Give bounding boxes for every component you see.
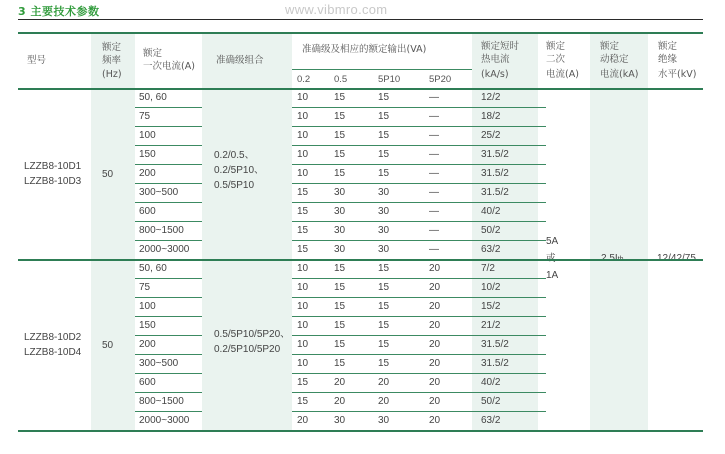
table-cell-current: 300~500 — [139, 358, 179, 369]
table-cell-c5p20: — — [429, 168, 439, 179]
header-rated-output: 准确级及相应的额定输出(VA) — [302, 44, 427, 55]
table-cell-current: 800~1500 — [139, 396, 184, 407]
header-thermal-2: 热电流 — [481, 54, 510, 65]
table-cell-c5p20: — — [429, 149, 439, 160]
table-cell-thermal: 15/2 — [481, 301, 501, 312]
table-cell-c02: 15 — [297, 244, 309, 255]
table-cell-c05: 15 — [334, 263, 346, 274]
table-cell-c05: 15 — [334, 130, 346, 141]
section-title: 3 主要技术参数 — [18, 5, 100, 18]
table-cell-c05: 15 — [334, 320, 346, 331]
model-name: LZZB8-10D4 — [24, 346, 82, 358]
header-primary-current-1: 额定 — [143, 48, 163, 59]
table-cell-c5p10: 15 — [378, 320, 390, 331]
table-cell-c5p20: 20 — [429, 339, 441, 350]
row-rule — [292, 183, 546, 184]
table-cell-thermal: 31.5/2 — [481, 149, 509, 160]
table-cell-c5p20: 20 — [429, 282, 441, 293]
row-rule — [292, 392, 546, 393]
model-name: LZZB8-10D3 — [24, 175, 82, 187]
row-rule — [292, 335, 546, 336]
table-cell-c5p10: 15 — [378, 92, 390, 103]
table-cell-thermal: 12/2 — [481, 92, 501, 103]
header-thermal-1: 额定短时 — [481, 41, 520, 52]
table-cell-current: 75 — [139, 282, 151, 293]
row-rule — [135, 107, 202, 108]
table-cell-c5p20: 20 — [429, 320, 441, 331]
header-secondary-2: 二次 — [546, 54, 566, 65]
table-cell-c05: 15 — [334, 92, 346, 103]
title-rule — [18, 19, 703, 20]
table-cell-c5p20: 20 — [429, 377, 441, 388]
row-rule — [135, 297, 202, 298]
table-cell-c05: 20 — [334, 377, 346, 388]
row-rule — [292, 202, 546, 203]
header-dynamic-2: 动稳定 — [600, 54, 629, 65]
table-cell-c5p10: 15 — [378, 263, 390, 274]
table-cell-c5p10: 30 — [378, 206, 390, 217]
table-top-rule — [18, 32, 703, 34]
table-cell-c05: 15 — [334, 149, 346, 160]
model-name: LZZB8-10D2 — [24, 331, 82, 343]
row-rule — [135, 183, 202, 184]
table-cell-current: 100 — [139, 130, 156, 141]
frequency-value: 50 — [102, 168, 114, 180]
table-cell-thermal: 63/2 — [481, 415, 501, 426]
header-frequency-1: 额定 — [102, 42, 122, 53]
table-cell-current: 200 — [139, 339, 156, 350]
table-cell-c02: 15 — [297, 225, 309, 236]
table-cell-thermal: 40/2 — [481, 206, 501, 217]
table-cell-c5p20: — — [429, 111, 439, 122]
row-rule — [135, 392, 202, 393]
table-cell-current: 200 — [139, 168, 156, 179]
table-cell-c5p20: 20 — [429, 415, 441, 426]
table-cell-c02: 10 — [297, 149, 309, 160]
table-cell-current: 100 — [139, 301, 156, 312]
table-cell-c5p10: 30 — [378, 187, 390, 198]
table-cell-thermal: 31.5/2 — [481, 339, 509, 350]
row-rule — [292, 278, 546, 279]
table-cell-c5p10: 15 — [378, 282, 390, 293]
table-cell-c02: 10 — [297, 282, 309, 293]
table-cell-thermal: 31.5/2 — [481, 358, 509, 369]
table-cell-thermal: 50/2 — [481, 396, 501, 407]
row-rule — [135, 221, 202, 222]
row-rule — [292, 297, 546, 298]
accuracy-combo-line: 0.2/5P10、 — [214, 165, 265, 176]
table-cell-c5p20: 20 — [429, 263, 441, 274]
header-frequency-3: (Hz) — [102, 69, 122, 80]
row-rule — [135, 373, 202, 374]
row-rule — [135, 240, 202, 241]
header-class-0-2: 0.2 — [297, 74, 311, 85]
table-cell-c02: 15 — [297, 396, 309, 407]
table-cell-c05: 15 — [334, 168, 346, 179]
watermark: www.vibmro.com — [285, 2, 388, 17]
table-cell-current: 150 — [139, 149, 156, 160]
row-rule — [292, 411, 546, 412]
table-cell-c5p10: 30 — [378, 415, 390, 426]
shade-dynamic-col — [590, 32, 648, 430]
table-cell-c5p10: 15 — [378, 358, 390, 369]
table-cell-current: 800~1500 — [139, 225, 184, 236]
table-cell-c02: 15 — [297, 187, 309, 198]
table-cell-c5p10: 15 — [378, 339, 390, 350]
group-bottom-rule — [18, 430, 703, 432]
table-cell-c5p10: 30 — [378, 225, 390, 236]
header-secondary-3: 电流(A) — [546, 69, 579, 80]
group-bottom-rule — [18, 259, 703, 261]
table-cell-c05: 15 — [334, 358, 346, 369]
table-cell-thermal: 25/2 — [481, 130, 501, 141]
accuracy-combo-line: 0.2/5P10/5P20 — [214, 343, 281, 355]
header-primary-current-2: 一次电流(A) — [143, 61, 195, 72]
table-cell-c02: 20 — [297, 415, 309, 426]
table-cell-c02: 10 — [297, 92, 309, 103]
table-cell-current: 50, 60 — [139, 92, 167, 103]
table-cell-c5p20: 20 — [429, 358, 441, 369]
header-frequency-2: 频率 — [102, 55, 122, 66]
table-cell-c05: 30 — [334, 187, 346, 198]
table-cell-c5p10: 20 — [378, 396, 390, 407]
table-cell-c5p20: — — [429, 187, 439, 198]
row-rule — [292, 126, 546, 127]
table-cell-c05: 30 — [334, 415, 346, 426]
header-secondary-1: 额定 — [546, 41, 566, 52]
table-cell-c5p10: 15 — [378, 168, 390, 179]
frequency-value: 50 — [102, 339, 114, 351]
table-cell-thermal: 10/2 — [481, 282, 501, 293]
row-rule — [135, 145, 202, 146]
table-cell-c5p10: 15 — [378, 130, 390, 141]
table-cell-c5p10: 20 — [378, 377, 390, 388]
table-cell-c02: 10 — [297, 130, 309, 141]
table-cell-c5p20: — — [429, 130, 439, 141]
table-cell-c5p20: — — [429, 225, 439, 236]
table-cell-c02: 10 — [297, 263, 309, 274]
row-rule — [135, 126, 202, 127]
table-cell-c05: 15 — [334, 282, 346, 293]
header-dynamic-3: 电流(kA) — [600, 69, 639, 80]
header-model: 型号 — [27, 55, 47, 66]
table-cell-c05: 30 — [334, 244, 346, 255]
row-rule — [292, 373, 546, 374]
table-cell-current: 300~500 — [139, 187, 179, 198]
table-cell-c5p20: — — [429, 92, 439, 103]
table-cell-thermal: 7/2 — [481, 263, 495, 274]
row-rule — [135, 354, 202, 355]
table-cell-c05: 15 — [334, 301, 346, 312]
header-class-0-5: 0.5 — [334, 74, 348, 85]
header-accuracy-combo: 准确级组合 — [216, 55, 264, 66]
accuracy-combo-line: 0.5/5P10 — [214, 180, 255, 191]
row-rule — [135, 202, 202, 203]
row-rule — [135, 335, 202, 336]
table-cell-current: 2000~3000 — [139, 244, 190, 255]
row-rule — [292, 240, 546, 241]
row-rule — [292, 221, 546, 222]
spec-table — [18, 32, 703, 430]
table-cell-thermal: 50/2 — [481, 225, 501, 236]
table-cell-c5p10: 15 — [378, 301, 390, 312]
table-cell-c05: 15 — [334, 339, 346, 350]
header-insulation-2: 绝缘 — [658, 54, 678, 65]
table-cell-current: 50, 60 — [139, 263, 167, 274]
row-rule — [135, 316, 202, 317]
table-cell-current: 600 — [139, 206, 156, 217]
table-cell-c05: 30 — [334, 225, 346, 236]
output-subheader-rule — [292, 69, 472, 70]
header-insulation-3: 水平(kV) — [658, 69, 697, 80]
accuracy-combo-line: 0.2/0.5、 — [214, 150, 255, 161]
header-class-5p10: 5P10 — [378, 74, 401, 85]
row-rule — [292, 164, 546, 165]
table-cell-c02: 10 — [297, 168, 309, 179]
table-cell-c5p10: 15 — [378, 111, 390, 122]
table-cell-c02: 10 — [297, 301, 309, 312]
table-cell-c05: 15 — [334, 111, 346, 122]
row-rule — [135, 164, 202, 165]
table-cell-c5p20: 20 — [429, 301, 441, 312]
table-cell-thermal: 63/2 — [481, 244, 501, 255]
table-cell-c5p20: — — [429, 206, 439, 217]
table-cell-c02: 10 — [297, 320, 309, 331]
table-cell-c05: 30 — [334, 206, 346, 217]
table-cell-thermal: 31.5/2 — [481, 168, 509, 179]
shade-accuracy-col — [202, 32, 292, 430]
row-rule — [135, 278, 202, 279]
table-cell-c02: 10 — [297, 358, 309, 369]
table-cell-c5p20: — — [429, 244, 439, 255]
table-cell-c02: 15 — [297, 206, 309, 217]
accuracy-combo-line: 0.5/5P10/5P20、 — [214, 328, 291, 340]
table-cell-current: 600 — [139, 377, 156, 388]
table-cell-c5p20: 20 — [429, 396, 441, 407]
secondary-current-5a: 5A — [546, 236, 559, 247]
table-cell-current: 75 — [139, 111, 151, 122]
table-cell-c05: 20 — [334, 396, 346, 407]
header-dynamic-1: 额定 — [600, 41, 620, 52]
header-insulation-1: 额定 — [658, 41, 678, 52]
row-rule — [292, 354, 546, 355]
row-rule — [292, 107, 546, 108]
table-cell-c02: 10 — [297, 111, 309, 122]
table-cell-thermal: 31.5/2 — [481, 187, 509, 198]
row-rule — [135, 411, 202, 412]
shade-frequency-col — [91, 32, 135, 430]
table-cell-current: 150 — [139, 320, 156, 331]
header-class-5p20: 5P20 — [429, 74, 452, 85]
table-cell-c02: 10 — [297, 339, 309, 350]
secondary-current-1a: 1A — [546, 270, 559, 281]
model-name: LZZB8-10D1 — [24, 160, 82, 172]
row-rule — [292, 316, 546, 317]
table-cell-current: 2000~3000 — [139, 415, 190, 426]
row-rule — [292, 145, 546, 146]
table-cell-thermal: 40/2 — [481, 377, 501, 388]
header-thermal-3: (kA/s) — [481, 69, 509, 80]
table-cell-thermal: 21/2 — [481, 320, 501, 331]
table-cell-c5p10: 30 — [378, 244, 390, 255]
header-bottom-rule — [18, 88, 703, 90]
table-cell-c02: 15 — [297, 377, 309, 388]
table-cell-c5p10: 15 — [378, 149, 390, 160]
table-cell-thermal: 18/2 — [481, 111, 501, 122]
